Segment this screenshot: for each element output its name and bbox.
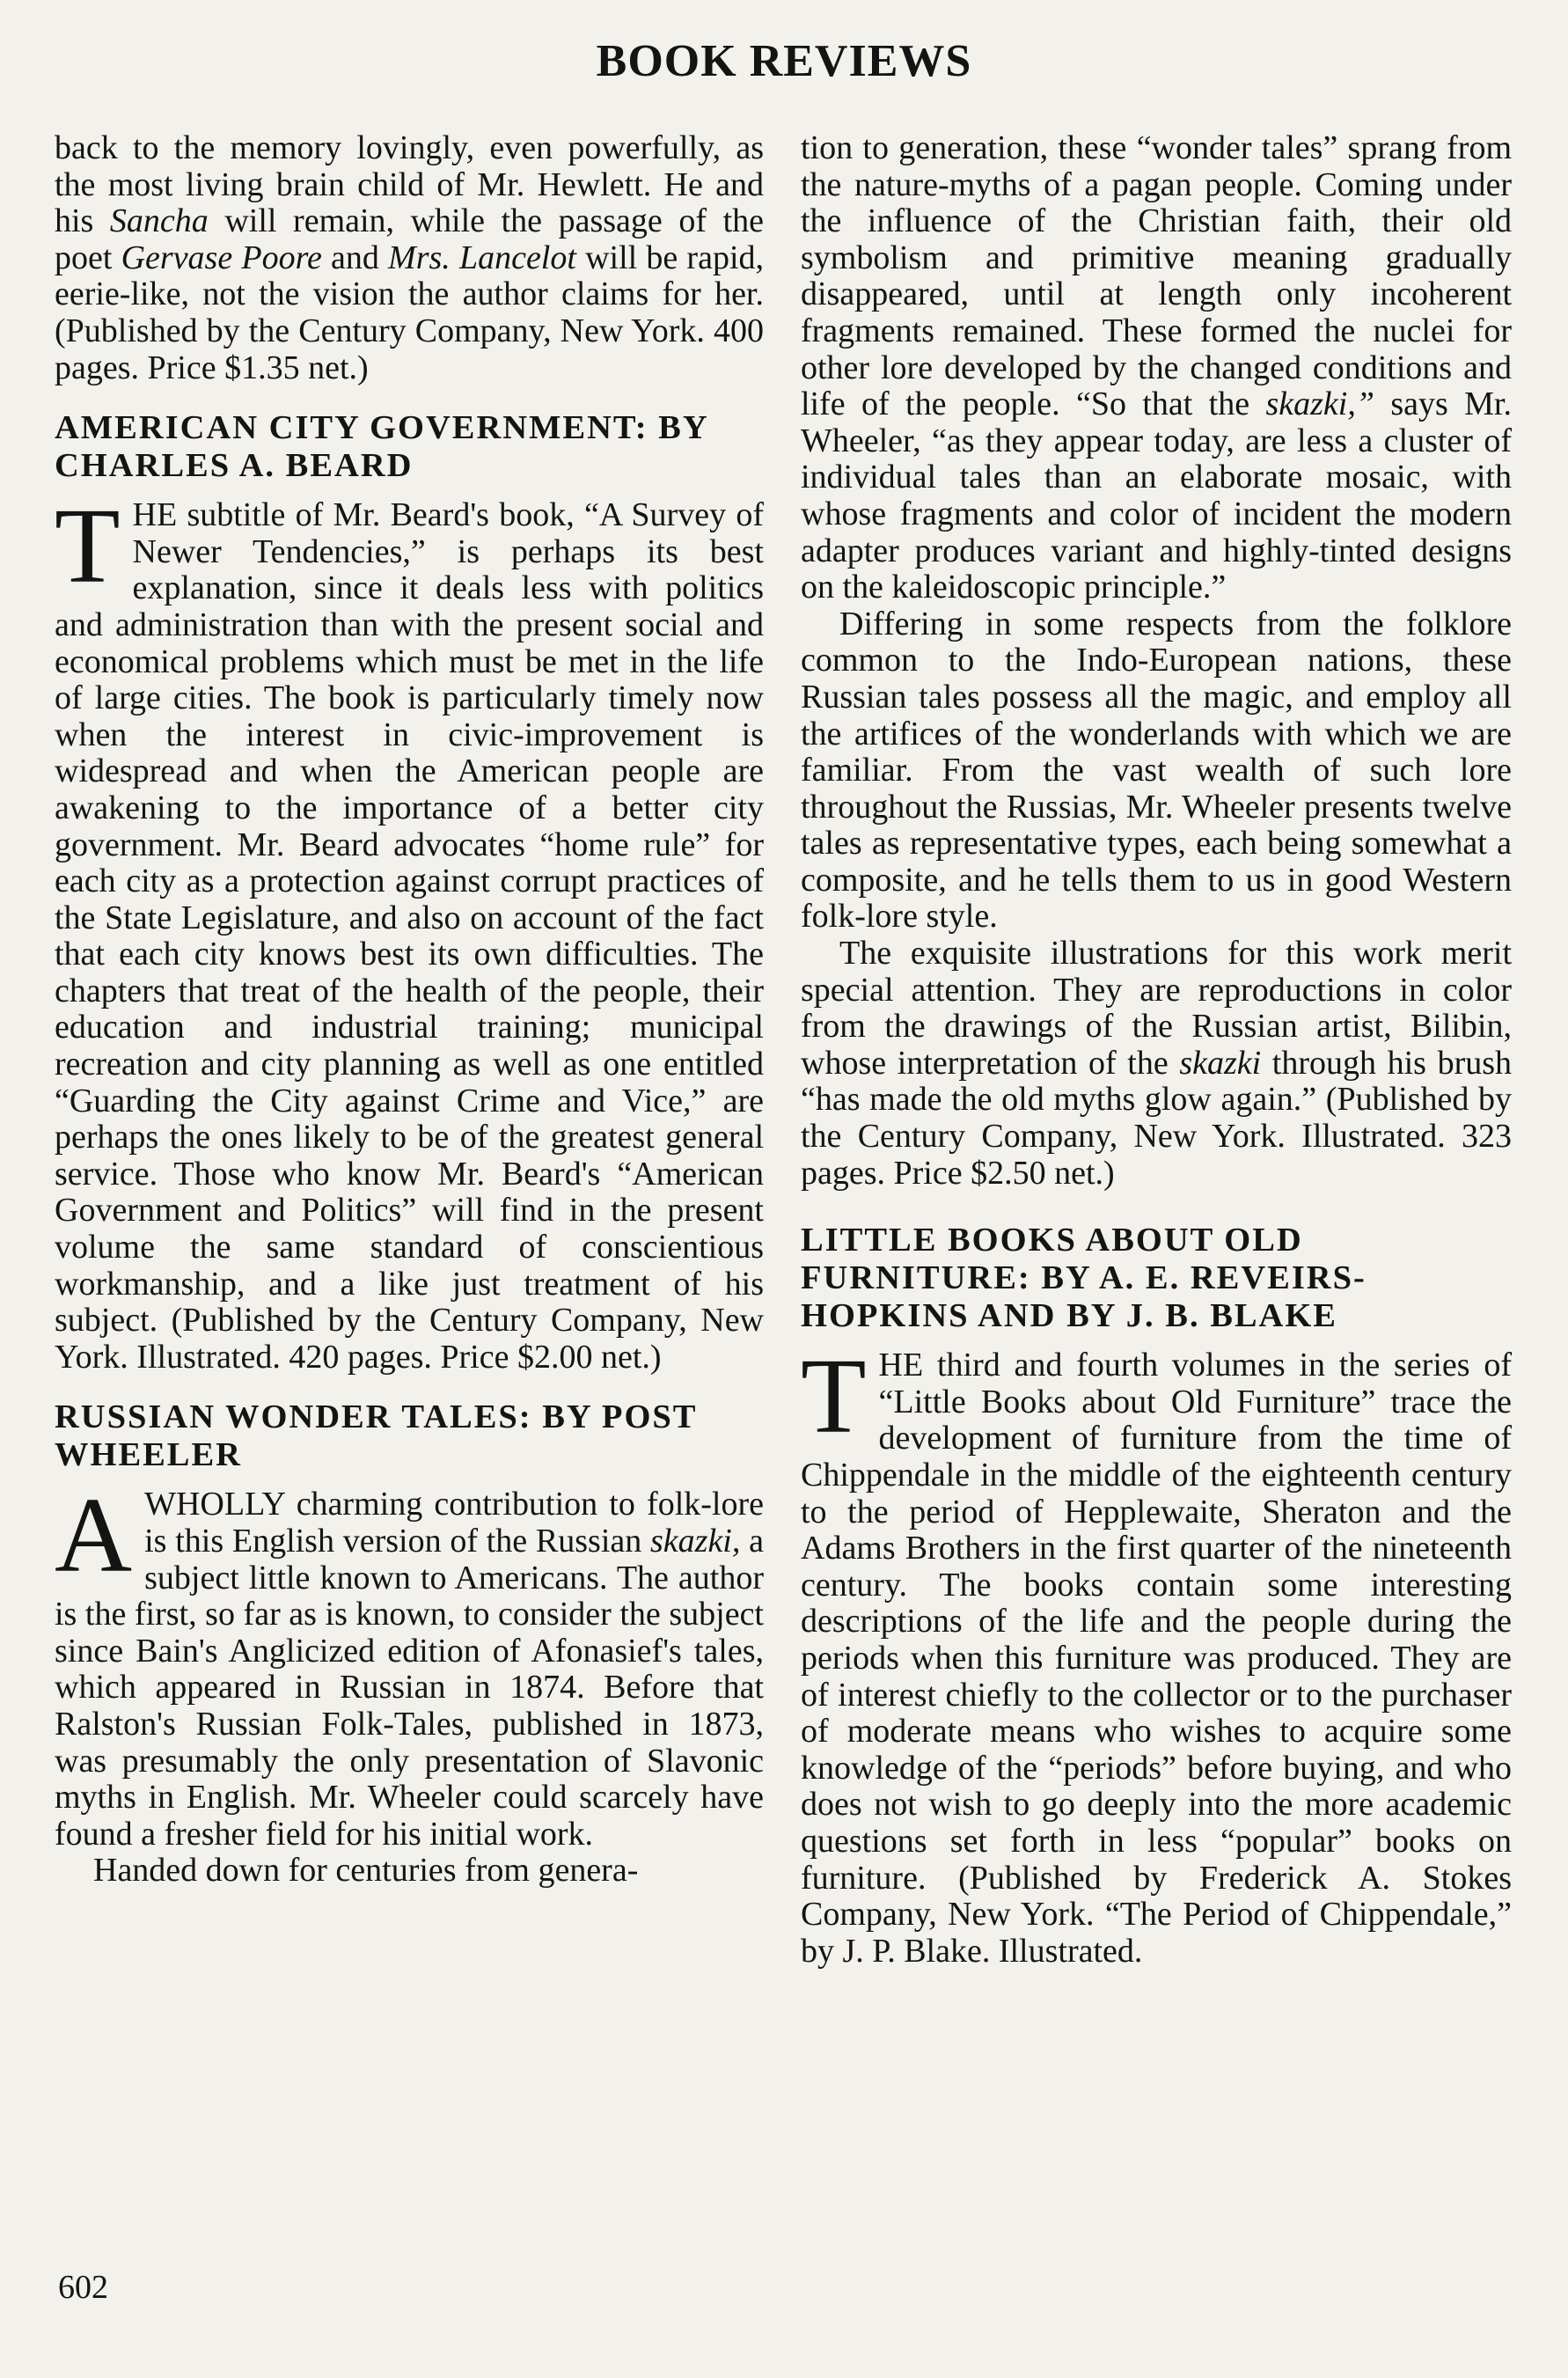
text-run: HE third and fourth volumes in the series of “Little Books about Old Furniture” trace the development of furniture from the time of Chippendale in the middle of the eighteenth century to the period of Hepplewaite, Sheraton and the Adams Brothers in the first quarter of the nineteenth century. The books contain some interesting descriptions of the life and the people during the periods when this furniture was produced. They are of interest chiefly to the collector or to the purchaser of moderate means who wishes to acquire some knowledge of the “periods” before buying, and who does not wish to go deeply into the more academic questions set forth in less “popular” books on furniture. (Published by Frederick A. Stokes Company, New York. “The Period of Chippendale,” by J. P. Blake. Illustrated. [801,1347,1512,1970]
russian-tales-paragraph-3: Differing in some respects from the folklore common to the Indo-European nations, these Russian tales possess all the magic, and employ all the artifices of the wonderlands with which we are familiar. From the vast wealth of such lore throughout the Russias, Mr. Wheeler presents twelve tales as representative types, each being somewhat a composite, and he tells them to us in good Western folk-lore style. [801,605,1512,936]
text-run: WHOLLY charming contribution to folk-lore is this English version of the Russian [144,1486,764,1560]
text-run: HE subtitle of Mr. Beard's book, “A Survey of Newer Tendencies,” is perhaps its best explanation, since it deals less with politics and administration than with the present social and economical problems which must be met in the life of large cities. The book is particularly timely now when the interest in civic-improvement is widespread and when the American people are awakening to the importance of a better city government. Mr. Beard advocates “home rule” for each city as a protection against corrupt practices of the State Legislature, and also on account of the fact that each city knows best its own difficulties. The chapters that treat of the health of the people, their education and industrial training; municipal recreation and city planning as well as one entitled “Guarding the City against Crime and Vice,” are perhaps the ones likely to be of the greatest general service. Those who know Mr. Beard's “American Government and Politics” will find in the present volume the same standard of conscientious workmanship, and a like just treatment of his subject. (Published by the Century Company, New York. Illustrated. 420 pages. Price $2.00 net.) [55,496,764,1376]
page-number: 602 [58,2269,108,2306]
drop-cap: T [55,487,121,606]
left-column [55,130,764,1890]
text-run: back to the memory lovingly, even powerfully, as the most living brain child of Mr. Hewlett. He and his [55,129,764,240]
text-run: will be rapid, eerie-like, not the vision the author claims for her. (Published by the Century Company, New York. 400 pages. Price $1.35 net.) [55,239,764,386]
text-run: tion to generation, these “wonder tales” sprang from the nature-myths of a pagan people. Coming under the influence of the Christian faith, their old symbolism and primitive meaning gradually disappeared, until at length only incoherent fragments remained. These formed the nuclei for other lore developed by the changed conditions and life of the people. “So that the [801,129,1512,423]
text-run: will remain, while the passage of the poet [55,202,764,276]
italic-name-sancha: Sancha [109,202,209,240]
right-column [801,130,1512,1970]
old-furniture-review-body [801,1337,1512,1970]
russian-tales-paragraph-4 [801,936,1512,1192]
text-run: and [321,239,389,276]
russian-tales-review-body [55,1476,764,1853]
text-run: says Mr. Wheeler, “as they appear today, are less a cluster of individual tales than an elaborate mosaic, with whose fragments and color of incident the modern adapter produces variant and highly-tinted designs on the kaleidoscopic principle.” [801,385,1512,606]
italic-term-skazki: skazki,” [1265,385,1374,423]
text-run: through his brush “has made the old myths glow again.” (Published by the Century Company, New York. Illustrated. 323 pages. Price $2.50 net.) [801,1044,1513,1192]
heading-russian-wonder-tales: RUSSIAN WONDER TALES: BY POST WHEELER [55,1398,697,1474]
running-head: BOOK REVIEWS [596,36,972,86]
italic-name-mrs-lancelot: Mrs. Lancelot [388,239,576,276]
heading-american-city-government: AMERICAN CITY GOVERNMENT: BY CHARLES A. BEARD [55,409,708,485]
heading-little-books-old-furniture: LITTLE BOOKS ABOUT OLD FURNITURE: BY A. E. REVEIRS-HOPKINS AND BY J. B. BLAKE [801,1222,1367,1335]
italic-term-skazki: skazki [1179,1044,1262,1082]
italic-term-skazki: skazki, [650,1523,741,1560]
text-run: The exquisite illustrations for this work merit special attention. They are reproductions in color from the drawings of the Russian artist, Bilibin, whose interpretation of the [801,935,1512,1082]
city-government-review-body [55,487,764,1376]
intro-continuation-paragraph [55,130,764,386]
russian-tales-paragraph-2-continued [801,130,1512,606]
drop-cap: A [55,1476,133,1596]
text-run: a subject little known to Americans. The author is the first, so far as is known, to consider the subject since Bain's Anglicized edition of Afonasief's tales, which appeared in Russian in 1874. Before that Ralston's Russian Folk-Tales, published in 1873, was presumably the only presentation of Slavonic myths in English. Mr. Wheeler could scarcely have found a fresher field for his initial work. [55,1523,764,1853]
russian-tales-paragraph-2-start: Handed down for centuries from genera- [93,1852,639,1890]
italic-name-gervase-poore: Gervase Poore [121,239,322,276]
drop-cap: T [801,1337,867,1457]
